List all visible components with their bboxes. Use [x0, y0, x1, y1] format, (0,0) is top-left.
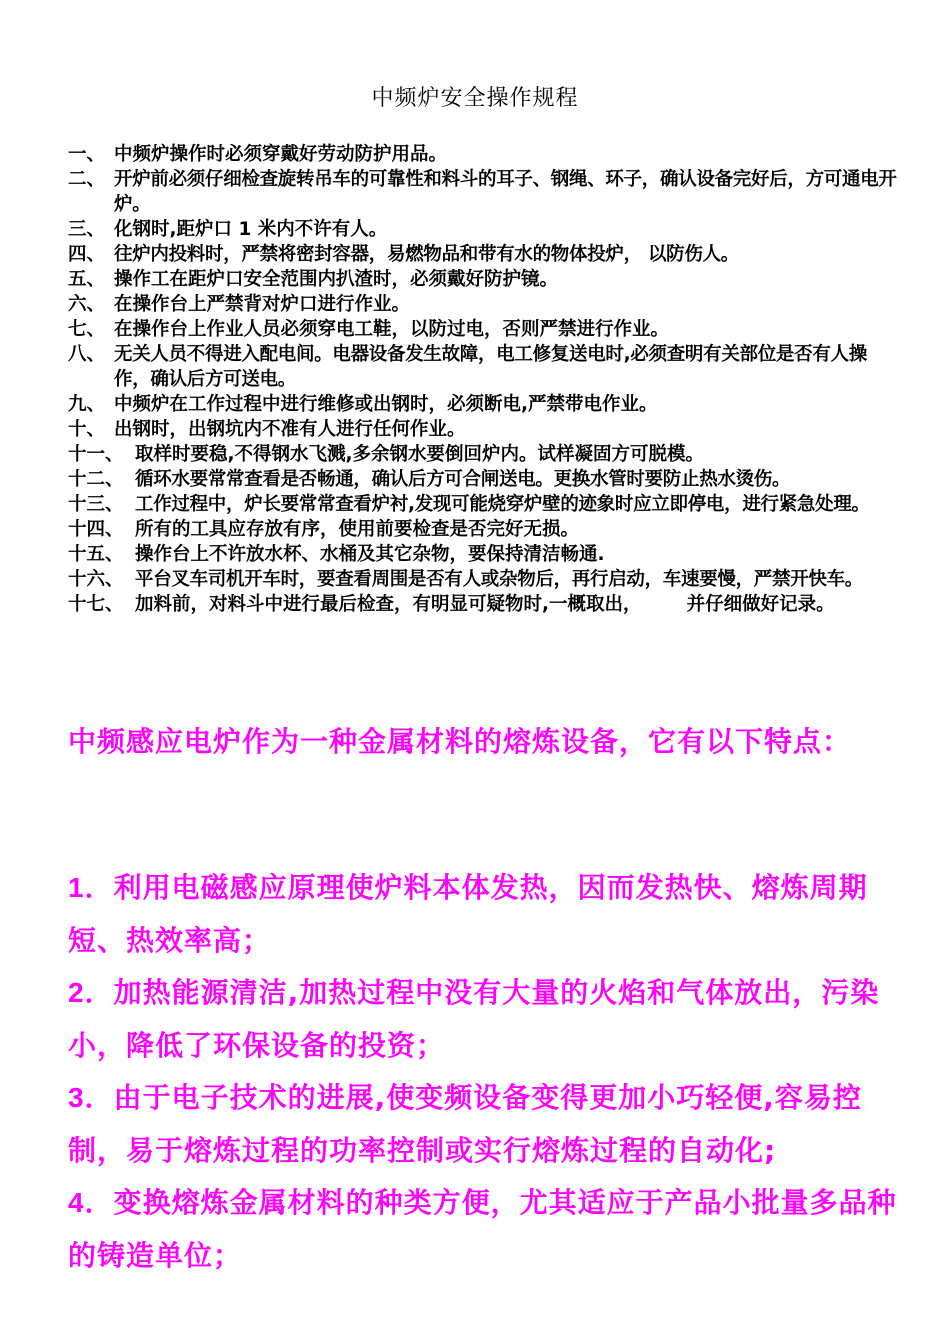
rule-item: [68, 467, 898, 492]
feature-text: 变换熔炼金属材料的种类方便，尤其适应于产品小批量多品种的铸造单位；: [68, 1186, 897, 1272]
rule-text: 中频炉操作时必须穿戴好劳动防护用品。: [114, 144, 448, 165]
rule-item: [68, 567, 898, 592]
rule-text: 中频炉在工作过程中进行维修或出钢时，必须断电,严禁带电作业。: [114, 394, 658, 415]
rule-text: 开炉前必须仔细检查旋转吊车的可靠性和料斗的耳子、钢绳、环子，确认设备完好后，方可通电开炉。: [114, 169, 897, 215]
rule-text: 加料前，对料斗中进行最后检查，有明显可疑物时,一概取出， 并仔细做好记录。: [135, 594, 835, 615]
feature-text: 由于电子技术的进展,使变频设备变得更加小巧轻便,容易控制，易于熔炼过程的功率控制或实行熔炼过程的自动化;: [68, 1081, 862, 1167]
rule-text: 化钢时,距炉口 1 米内不许有人。: [114, 219, 388, 240]
rule-number: 十三、: [68, 494, 124, 515]
rule-text: 无关人员不得进入配电间。电器设备发生故障，电工修复送电时,必须查明有关部位是否有人操作，确认后方可送电。: [114, 344, 867, 390]
rule-item: [68, 242, 898, 267]
rule-item: [68, 392, 898, 417]
rule-number: 六、: [68, 294, 106, 315]
rule-number: 三、: [68, 219, 106, 240]
rule-text: 操作台上不许放水杯、水桶及其它杂物，要保持清洁畅通.: [135, 544, 605, 565]
rule-item: [68, 592, 898, 617]
rule-text: 在操作台上严禁背对炉口进行作业。: [114, 294, 411, 315]
rule-text: 循环水要常常查看是否畅通，确认后方可合闸送电。更换水管时要防止热水烫伤。: [135, 469, 791, 490]
rule-number: 五、: [68, 269, 106, 290]
feature-number: 4．: [68, 1187, 114, 1218]
rule-item: [68, 542, 898, 567]
feature-number: 3．: [68, 1082, 114, 1113]
safety-rules-list: [68, 142, 898, 617]
rule-text: 所有的工具应存放有序，使用前要检查是否完好无损。: [135, 519, 580, 540]
rule-item: [68, 442, 898, 467]
rule-number: 十二、: [68, 469, 124, 490]
rule-item: [68, 417, 898, 442]
rule-text: 出钢时，出钢坑内不准有人进行任何作业。: [114, 419, 466, 440]
rule-number: 十六、: [68, 569, 124, 590]
features-list: [68, 862, 898, 1282]
rule-number: 十四、: [68, 519, 124, 540]
rule-item: [68, 492, 898, 517]
features-section: [68, 722, 898, 1272]
rule-number: 四、: [68, 244, 106, 265]
rule-text: 往炉内投料时，严禁将密封容器，易燃物品和带有水的物体投炉， 以防伤人。: [114, 244, 739, 265]
feature-text: 利用电磁感应原理使炉料本体发热，因而发热快、熔炼周期短、热效率高；: [68, 871, 868, 957]
rule-number: 二、: [68, 169, 106, 190]
rule-number: 九、: [68, 394, 106, 415]
rule-text: 工作过程中，炉长要常常查看炉衬,发现可能烧穿炉壁的迹象时应立即停电，进行紧急处理。: [135, 494, 870, 515]
rule-text: 操作工在距炉口安全范围内扒渣时，必须戴好防护镜。: [114, 269, 559, 290]
rule-item: [68, 317, 898, 342]
rule-number: 十五、: [68, 544, 124, 565]
rule-number: 十七、: [68, 594, 124, 615]
rule-number: 十一、: [68, 444, 124, 465]
rule-item: [68, 292, 898, 317]
rule-item: [68, 217, 898, 242]
document-title: 中频炉安全操作规程: [371, 86, 579, 111]
rule-number: 八、: [68, 344, 106, 365]
rule-text: 在操作台上作业人员必须穿电工鞋，以防过电，否则严禁进行作业。: [114, 319, 670, 340]
rule-text: 平台叉车司机开车时，要查看周围是否有人或杂物后，再行启动，车速要慢，严禁开快车。: [135, 569, 864, 590]
features-heading: 中频感应电炉作为一种金属材料的熔炼设备，它有以下特点：: [68, 725, 852, 758]
feature-item: [68, 862, 898, 967]
feature-item: [68, 1072, 898, 1177]
rule-item: [68, 517, 898, 542]
rule-text: 取样时要稳,不得钢水飞溅,多余钢水要倒回炉内。试样凝固方可脱模。: [135, 444, 705, 465]
rule-number: 一、: [68, 144, 106, 165]
rule-number: 十、: [68, 419, 106, 440]
feature-number: 1．: [68, 872, 114, 903]
rule-number: 七、: [68, 319, 106, 340]
feature-number: 2．: [68, 977, 114, 1008]
rule-item: [68, 167, 898, 217]
rule-item: [68, 142, 898, 167]
feature-item: [68, 967, 898, 1072]
feature-item: [68, 1177, 898, 1282]
feature-text: 加热能源清洁,加热过程中没有大量的火焰和气体放出，污染小，降低了环保设备的投资；: [68, 976, 880, 1062]
rule-item: [68, 342, 898, 392]
rule-item: [68, 267, 898, 292]
